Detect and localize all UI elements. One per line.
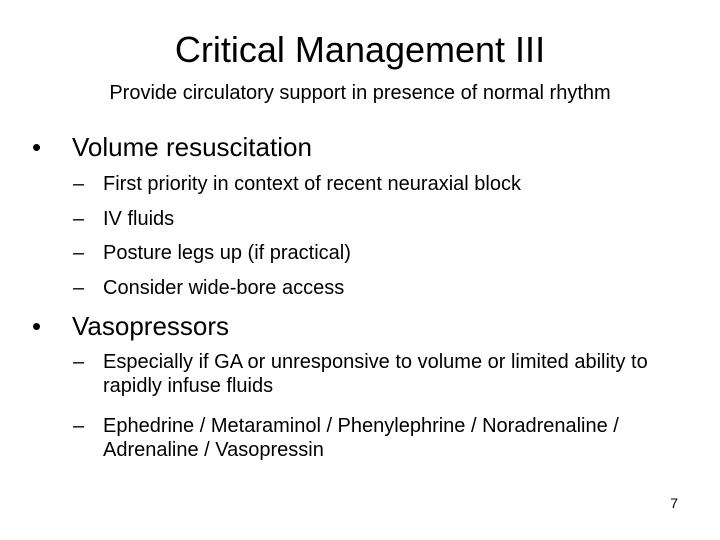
dash-marker: – bbox=[73, 173, 85, 195]
dash-marker: – bbox=[73, 208, 85, 230]
bullet-marker: • bbox=[32, 132, 42, 162]
bullet-volume-resuscitation bbox=[32, 131, 312, 163]
list-item bbox=[73, 207, 673, 231]
list-item bbox=[73, 414, 693, 464]
dash-marker: – bbox=[73, 415, 85, 437]
slide-subtitle: Provide circulatory support in presence of normal rhythm bbox=[109, 82, 611, 104]
bullet-label: Vasopressors bbox=[72, 311, 230, 341]
dash-marker: – bbox=[73, 277, 85, 299]
dash-marker: – bbox=[73, 242, 85, 264]
page-number: 7 bbox=[670, 495, 678, 511]
list-item bbox=[73, 172, 673, 196]
bullet-marker: • bbox=[32, 311, 42, 341]
list-item-text: First priority in context of recent neuraxial block bbox=[103, 173, 521, 195]
list-item bbox=[73, 276, 673, 300]
bullet-label: Volume resuscitation bbox=[72, 132, 312, 162]
list-item bbox=[73, 350, 693, 400]
list-item-text: IV fluids bbox=[103, 208, 175, 230]
list-item-text: Posture legs up (if practical) bbox=[103, 242, 351, 264]
slide-title: Critical Management III bbox=[174, 29, 546, 70]
list-item-text: Ephedrine / Metaraminol / Phenylephrine / Noradrenaline / Adrenaline / Vasopressin bbox=[103, 415, 619, 461]
dash-marker: – bbox=[73, 351, 85, 373]
list-item-text: Especially if GA or unresponsive to volume or limited ability to rapidly infuse fluids bbox=[103, 351, 648, 397]
list-item bbox=[73, 241, 673, 265]
bullet-vasopressors bbox=[32, 310, 229, 342]
list-item-text: Consider wide-bore access bbox=[103, 277, 345, 299]
